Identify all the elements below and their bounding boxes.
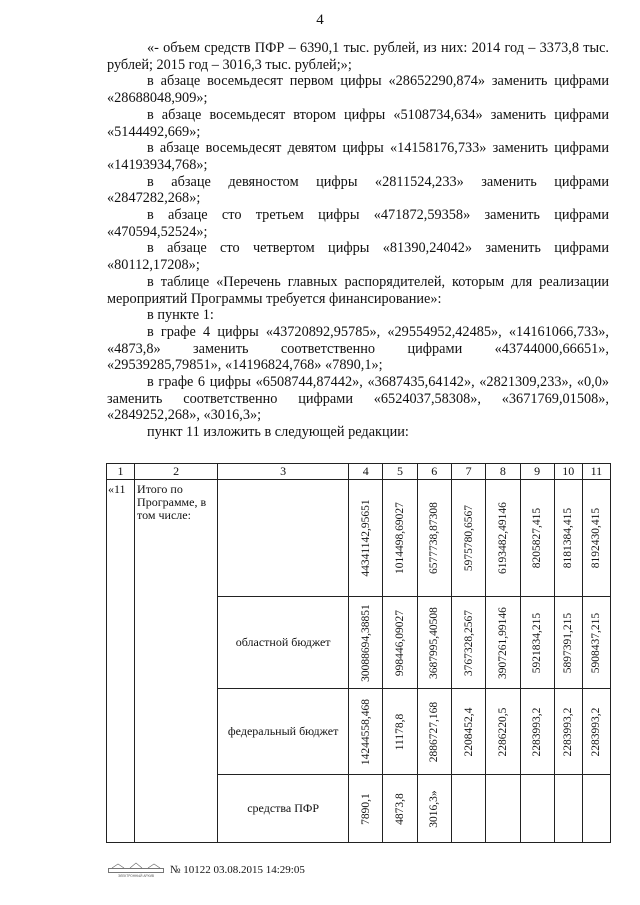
item-title: Итого по Программе, в том числе: (135, 480, 218, 843)
table-row (107, 480, 611, 597)
table-cell (486, 480, 520, 597)
column-header: 3 (218, 464, 349, 480)
cell-value: 2886727,168 (428, 701, 441, 762)
table-cell (383, 480, 417, 597)
table-cell (417, 689, 451, 775)
cell-value: 14244558,468 (359, 698, 372, 765)
svg-text:ЭЛЕКТРОННЫЙ АРХИВ: ЭЛЕКТРОННЫЙ АРХИВ (118, 874, 154, 878)
program-table (106, 463, 611, 843)
table-cell (417, 480, 451, 597)
cell-value: 998446,09027 (394, 609, 407, 676)
cell-value: 2283993,2 (590, 707, 603, 756)
table-cell (554, 689, 582, 775)
cell-value: 1014498,69027 (394, 502, 407, 574)
cell-value: 6577738,87308 (428, 502, 441, 574)
table-cell (349, 775, 383, 843)
paragraph: в абзаце сто третьем цифры «471872,59358» заменить цифрами «470594,52524»; (107, 207, 609, 240)
item-number: «11 (107, 480, 135, 843)
cell-value: 2283993,2 (562, 707, 575, 756)
table-cell (383, 775, 417, 843)
table-cell (417, 597, 451, 689)
cell-value: 30088694,38851 (359, 603, 372, 682)
table-cell (582, 775, 610, 843)
cell-value: 2208452,4 (462, 707, 475, 756)
paragraph: в абзаце сто четвертом цифры «81390,24042» заменить цифрами «80112,17208»; (107, 240, 609, 274)
cell-value: 5921834,215 (531, 612, 544, 673)
archive-stamp-icon (108, 862, 164, 878)
table-cell (554, 480, 582, 597)
table-cell (349, 689, 383, 775)
cell-value: 4873,8 (394, 792, 407, 825)
cell-value: 8205827,415 (531, 507, 544, 569)
table-header-row (107, 464, 611, 480)
cell-value: 5897391,215 (562, 612, 575, 673)
table-cell (349, 597, 383, 689)
column-header: 11 (582, 464, 610, 480)
cell-value: 44341142,95651 (359, 499, 372, 577)
column-header: 4 (349, 464, 383, 480)
column-header: 10 (554, 464, 582, 480)
paragraph: пункт 11 изложить в следующей редакции: (147, 424, 409, 441)
paragraph: в абзаце девяностом цифры «2811524,233» заменить цифрами «2847282,268»; (107, 173, 609, 207)
cell-value: 2286220,5 (496, 707, 509, 756)
table-cell (520, 480, 554, 597)
column-header: 8 (486, 464, 520, 480)
table-cell (582, 689, 610, 775)
page-number: 4 (316, 12, 324, 28)
table-cell (486, 775, 520, 843)
paragraph: в абзаце восемьдесят первом цифры «28652290,874» заменить цифрами «28688048,909»; (107, 73, 609, 107)
table-cell (520, 775, 554, 843)
table-cell (520, 689, 554, 775)
table-cell (554, 775, 582, 843)
table-cell (554, 597, 582, 689)
table-cell (451, 480, 485, 597)
cell-value: 8181384,415 (562, 507, 575, 569)
cell-value: 3767328,2567 (462, 609, 475, 676)
table-cell (383, 597, 417, 689)
table-cell (349, 480, 383, 597)
table-cell (383, 689, 417, 775)
paragraph: «- объем средств ПФР – 6390,1 тыс. рублей, из них: 2014 год – 3373,8 тыс. рублей; 2015 год – 3016,3 тыс. рублей;»; (107, 40, 609, 73)
column-header: 5 (383, 464, 417, 480)
table-cell (451, 775, 485, 843)
cell-value: 11178,8 (394, 713, 407, 750)
table-cell (486, 689, 520, 775)
document-body (107, 40, 609, 441)
paragraph: в графе 4 цифры «43720892,95785», «29554952,42485», «14161066,733», «4873,8» заменить соответственно цифрами «43744000,66651», «29539285,79851», «14196824,768» «7890,1»; (107, 323, 609, 374)
document-footer (108, 862, 305, 878)
table-cell (582, 597, 610, 689)
cell-value: 3016,3» (428, 789, 441, 828)
paragraph: в таблице «Перечень главных распорядителей, которым для реализации мероприятий Программы требуется финансирование»: (107, 273, 609, 307)
cell-value: 5908437,215 (590, 612, 603, 673)
cell-value: 6193482,49146 (496, 502, 509, 574)
paragraph: в графе 6 цифры «6508744,87442», «3687435,64142», «2821309,233», «0,0» заменить соответственно цифрами «6524037,58308», «3671769,01508», «2849252,268», «3016,3»; (107, 374, 609, 424)
cell-value: 3907261,99146 (496, 606, 509, 679)
cell-value: 2283993,2 (531, 707, 544, 756)
table-cell (486, 597, 520, 689)
row-label: федеральный бюджет (218, 689, 349, 775)
cell-value: 7890,1 (359, 792, 372, 825)
column-header: 6 (417, 464, 451, 480)
table-cell (520, 597, 554, 689)
table-cell (582, 480, 610, 597)
paragraph: в абзаце восемьдесят девятом цифры «14158176,733» заменить цифрами «14193934,768»; (107, 140, 609, 173)
table-cell (417, 775, 451, 843)
paragraph: в абзаце восемьдесят втором цифры «5108734,634» заменить цифрами «5144492,669»; (107, 106, 609, 140)
row-label: средства ПФР (218, 775, 349, 843)
table-cell (451, 597, 485, 689)
document-registration: № 10122 03.08.2015 14:29:05 (170, 864, 305, 876)
cell-value: 3687995,40508 (428, 606, 441, 679)
column-header: 7 (451, 464, 485, 480)
column-header: 9 (520, 464, 554, 480)
cell-value: 8192430,415 (590, 507, 603, 569)
row-label (218, 480, 349, 597)
row-label: областной бюджет (218, 597, 349, 689)
column-header: 1 (107, 464, 135, 480)
column-header: 2 (135, 464, 218, 480)
paragraph: в пункте 1: (147, 307, 214, 324)
table-cell (451, 689, 485, 775)
cell-value: 5975780,6567 (462, 504, 475, 572)
